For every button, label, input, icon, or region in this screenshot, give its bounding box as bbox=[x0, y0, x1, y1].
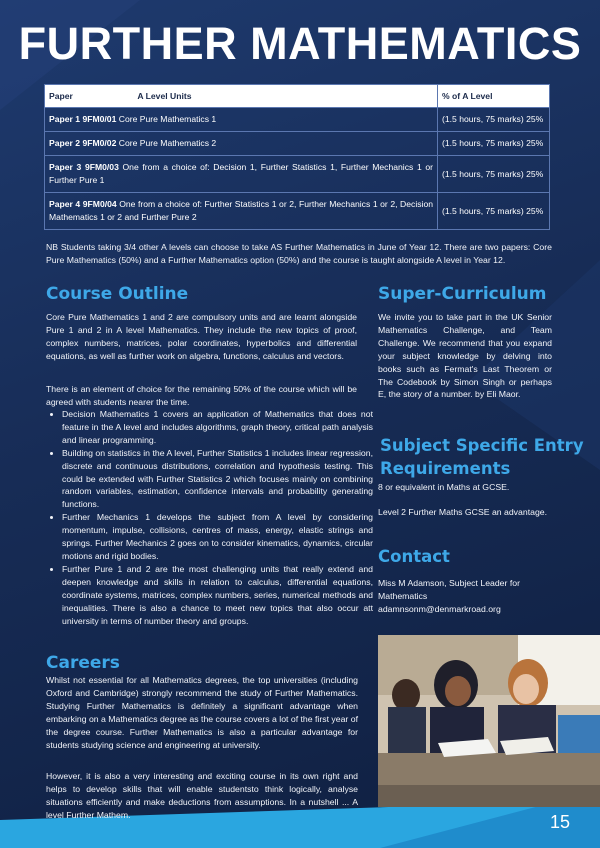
contact-name: Miss M Adamson, Subject Leader for Mathematics bbox=[378, 578, 520, 601]
course-options-list bbox=[46, 408, 373, 627]
page-title: FURTHER MATHEMATICS bbox=[18, 18, 582, 69]
paper-code: Paper 3 9FM0/03 bbox=[49, 162, 119, 172]
list-item: • Decision Mathematics 1 covers an application of Mathematics that does not feature in the A level and includes algorithms, graph theory, critical path analysis and linear programming. bbox=[62, 408, 373, 447]
list-item: • Building on statistics in the A level, Further Statistics 1 includes linear regression, discrete and continuous distributions, correlation and hypothesis testing. This could be extended with Further Statistics 2 which focuses mainly on combining random variables, estimation, confidence intervals and probability generating functions. bbox=[62, 447, 373, 512]
row-description bbox=[45, 193, 438, 230]
paper-units: One from a choice of: Decision 1, Further Statistics 1, Further Mechanics 1 or Further Pure 1 bbox=[49, 162, 434, 185]
careers-text-2: However, it is also a very interesting and exciting course in its own right and helps to develop skills that will enable studentsto think logically, analyse situations efficiently and make deductions from assumptions. In a nutshell ... A level Further Mathem. bbox=[46, 771, 358, 820]
row-description bbox=[45, 156, 438, 193]
header-paper-label: Paper bbox=[49, 91, 73, 101]
table-row bbox=[45, 108, 550, 132]
careers-heading: Careers bbox=[46, 653, 120, 673]
units-table bbox=[44, 84, 550, 230]
entry-requirement-advantage: Level 2 Further Maths GCSE an advantage. bbox=[378, 507, 548, 517]
table-row bbox=[45, 193, 550, 230]
course-outline-choice: There is an element of choice for the remaining 50% of the course which will be agreed with students nearer the time. bbox=[46, 384, 357, 407]
super-curriculum-heading: Super-Curriculum bbox=[378, 284, 547, 304]
nb-note: NB Students taking 3/4 other A levels can choose to take AS Further Mathematics in June of Year 12. There are two papers: Core Pure Mathematics (50%) and a Further Mathematics option (50%) and the course is taught alongside A level in Year 12. bbox=[46, 242, 552, 265]
row-percent: (1.5 hours, 75 marks) 25% bbox=[438, 108, 550, 132]
paper-units: One from a choice of: Further Statistics 1 or 2, Further Mechanics 1 or 2, Decision Mathematics 1 or 2 and Further Pure 2 bbox=[49, 199, 433, 222]
table-header-percent: % of A Level bbox=[438, 85, 550, 108]
table-header-row bbox=[45, 85, 550, 108]
paper-code: Paper 4 9FM0/04 bbox=[49, 199, 117, 209]
contact-heading: Contact bbox=[378, 547, 450, 566]
paper-units: Core Pure Mathematics 2 bbox=[116, 138, 217, 148]
course-outline-intro: Core Pure Mathematics 1 and 2 are compulsory units and are learnt alongside Pure 1 and 2 in A level Mathematics. They include the new topics of proof, complex numbers, matrices, polar coordinates, hyperbolics and differential equations, as well as further work on algebra, functions, calculus and vectors. bbox=[46, 312, 357, 361]
row-percent: (1.5 hours, 75 marks) 25% bbox=[438, 132, 550, 156]
contact-email[interactable]: adamnsonm@denmarkroad.org bbox=[378, 603, 501, 614]
super-curriculum-text: We invite you to take part in the UK Senior Mathematics Challenge, and Team Challenge. We recommend that you expand your subject knowledge by delving into books such as Fermat's Last Theorem or The Codebook by Simon Singh or perhaps E, the story of a number. by Eli Maor. bbox=[378, 312, 552, 400]
paper-code: Paper 2 9FM0/02 bbox=[49, 138, 117, 148]
row-description bbox=[45, 132, 438, 156]
row-description bbox=[45, 108, 438, 132]
page-number: 15 bbox=[549, 812, 570, 832]
table-row bbox=[45, 132, 550, 156]
table-row bbox=[45, 156, 550, 193]
contact-details bbox=[378, 577, 558, 616]
row-percent: (1.5 hours, 75 marks) 25% bbox=[438, 156, 550, 193]
course-outline-heading: Course Outline bbox=[46, 284, 189, 304]
entry-requirement-grade: 8 or equivalent in Maths at GCSE. bbox=[378, 482, 510, 492]
list-item: • Further Mechanics 1 develops the subject from A level by considering momentum, impulse, collisions, centres of mass, energy, elastic strings and springs. Further Mechanics 2 goes on to consider kinematics, dynamics, circular motions and rigid bodies. bbox=[62, 511, 373, 563]
entry-requirements-heading: Subject Specific Entry Requirements bbox=[380, 436, 584, 478]
row-percent: (1.5 hours, 75 marks) 25% bbox=[438, 193, 550, 230]
header-units-label: A Level Units bbox=[137, 91, 192, 101]
table-header-paper bbox=[45, 85, 438, 108]
careers-text-1: Whilst not essential for all Mathematics degrees, the top universities (including Oxford and Cambridge) strongly recommend the study of Further Mathematics. Studying Further Mathematics is definitely a significant advantage when embarking on a Mathematics degree as the course covers a lot of the first year of the degree course. Further Mathematics is also a particular advantage for students studying science and engineering at university. bbox=[46, 675, 358, 750]
students-classroom-photo bbox=[378, 635, 600, 807]
list-item: • Further Pure 1 and 2 are the most challenging units that really extend and deepen knowledge and skills in relation to calculus, differential equations, coordinate systems, matrices, complex numbers, series, numerical methods and inequalities. There is also a chance to meet new topics that also occur att university in terms of number theory and groups. bbox=[62, 563, 373, 628]
paper-units: Core Pure Mathematics 1 bbox=[116, 114, 217, 124]
paper-code: Paper 1 9FM0/01 bbox=[49, 114, 117, 124]
